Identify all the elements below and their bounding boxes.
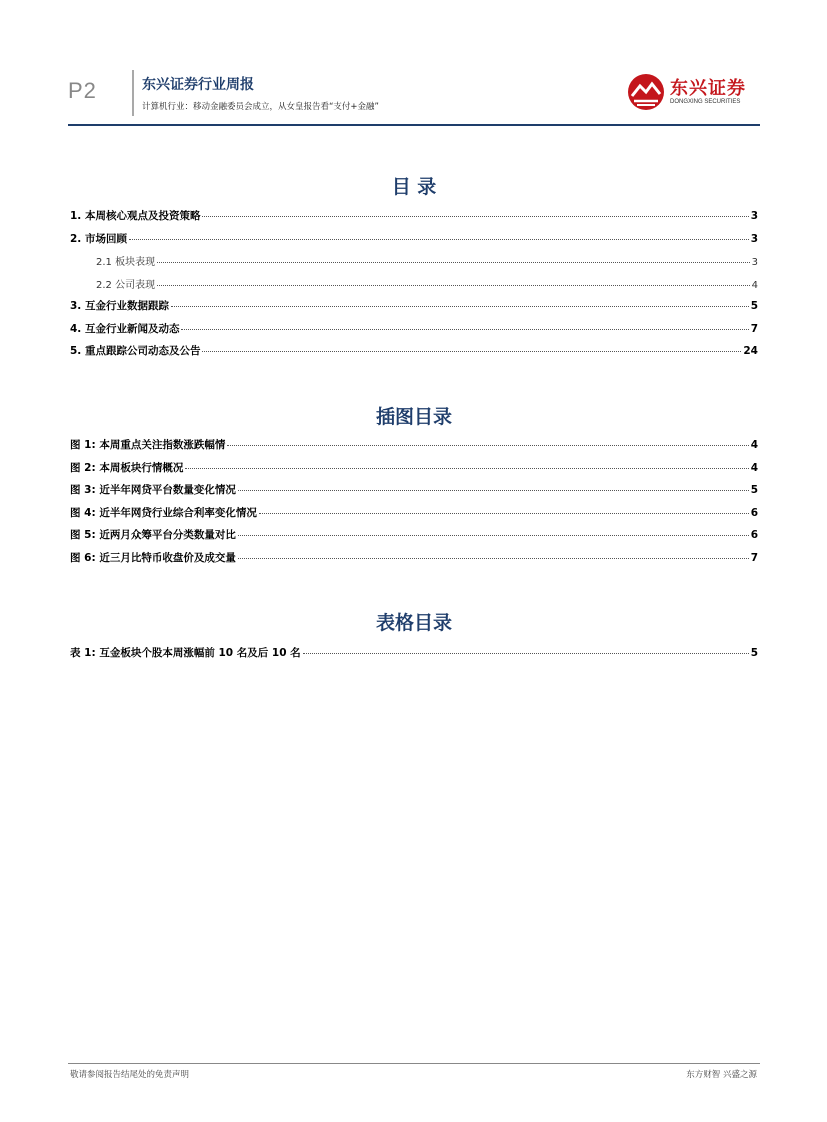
header-divider (132, 70, 134, 116)
figures-list (70, 437, 758, 572)
tables-list (70, 645, 758, 668)
tables-title: 表格目录 (375, 612, 452, 634)
toc-entry[interactable] (70, 298, 758, 321)
toc-entry-label: 2. 市场回顾 (70, 232, 127, 245)
table-entry[interactable] (70, 645, 758, 668)
disclaimer-note: 敬请参阅报告结尾处的免责声明 (70, 1070, 190, 1080)
figure-entry-label: 图 1: 本周重点关注指数涨跌幅情 (70, 439, 226, 451)
toc-subentry[interactable] (70, 253, 758, 276)
page-number: P2 (68, 78, 97, 103)
toc-entry[interactable] (70, 208, 758, 231)
toc-entry-label: 5. 重点跟踪公司动态及公告 (70, 345, 201, 357)
leader-dots (157, 261, 750, 263)
contents-title: 目 录 (391, 176, 437, 198)
figure-entry-label: 图 3: 近半年网贷平台数量变化情况 (70, 484, 236, 496)
figure-entry[interactable] (70, 482, 758, 505)
toc-entry-page: 4 (751, 279, 758, 291)
logo-chinese-name: 东兴证券 (670, 78, 746, 99)
leader-dots (227, 444, 748, 446)
figure-entry-page: 6 (750, 529, 758, 541)
leader-dots (202, 350, 741, 352)
figure-entry-page: 7 (750, 551, 758, 564)
toc-subentry[interactable] (70, 276, 758, 299)
header-rule (68, 124, 760, 126)
toc-entry-page: 7 (750, 322, 758, 335)
table-entry-label: 表 1: 互金板块个股本周涨幅前 10 名及后 10 名 (70, 647, 301, 659)
company-slogan: 东方财智 兴盛之源 (686, 1070, 757, 1080)
toc-entry-page: 3 (750, 232, 758, 245)
figure-entry-label: 图 6: 近三月比特币收盘价及成交量 (70, 551, 236, 564)
toc-entry[interactable] (70, 321, 758, 344)
leader-dots (171, 305, 749, 307)
report-subtitle: 计算机行业：移动金融委员会成立，从女皇报告看“支付+金融” (142, 102, 379, 112)
figure-entry[interactable] (70, 437, 758, 460)
leader-dots (129, 238, 749, 240)
toc-entry-label: 1. 本周核心观点及投资策略 (70, 210, 201, 222)
figure-entry[interactable] (70, 527, 758, 550)
leader-dots (202, 215, 748, 217)
page-header (68, 70, 760, 126)
leader-dots (181, 328, 748, 330)
figure-entry-page: 5 (750, 484, 758, 496)
figures-title: 插图目录 (375, 406, 452, 428)
figure-entry-page: 6 (750, 506, 758, 519)
toc-entry[interactable] (70, 231, 758, 254)
logo-english-name: DONGXING SECURITIES (670, 99, 741, 105)
figure-entry-label: 图 5: 近两月众筹平台分类数量对比 (70, 529, 236, 541)
footer-rule (68, 1063, 760, 1064)
leader-dots (238, 489, 749, 491)
report-series-title: 东兴证券行业周报 (142, 77, 254, 93)
leader-dots (238, 557, 749, 559)
leader-dots (259, 512, 749, 514)
table-entry-page: 5 (750, 647, 758, 659)
toc-entry-label: 2.2 公司表现 (96, 279, 156, 291)
figure-entry-label: 图 2: 本周板块行情概况 (70, 461, 184, 474)
figure-entry-page: 4 (750, 461, 758, 474)
leader-dots (303, 652, 749, 654)
figure-entry[interactable] (70, 550, 758, 573)
leader-dots (157, 284, 750, 286)
company-logo (626, 72, 760, 112)
toc-entry[interactable] (70, 343, 758, 366)
figure-entry-page: 4 (750, 439, 758, 451)
figure-entry-label: 图 4: 近半年网贷行业综合利率变化情况 (70, 506, 257, 519)
toc-entry-page: 3 (750, 210, 758, 222)
toc-entry-label: 3. 互金行业数据跟踪 (70, 300, 169, 312)
leader-dots (185, 467, 748, 469)
toc-entry-page: 3 (751, 257, 758, 268)
logo-mark-icon (626, 72, 666, 112)
figure-entry[interactable] (70, 505, 758, 528)
toc-entry-page: 24 (743, 345, 758, 357)
toc-entry-page: 5 (750, 300, 758, 312)
leader-dots (238, 534, 749, 536)
contents-list (70, 208, 758, 366)
figure-entry[interactable] (70, 460, 758, 483)
toc-entry-label: 4. 互金行业新闻及动态 (70, 322, 180, 335)
toc-entry-label: 2.1 板块表现 (96, 257, 156, 268)
